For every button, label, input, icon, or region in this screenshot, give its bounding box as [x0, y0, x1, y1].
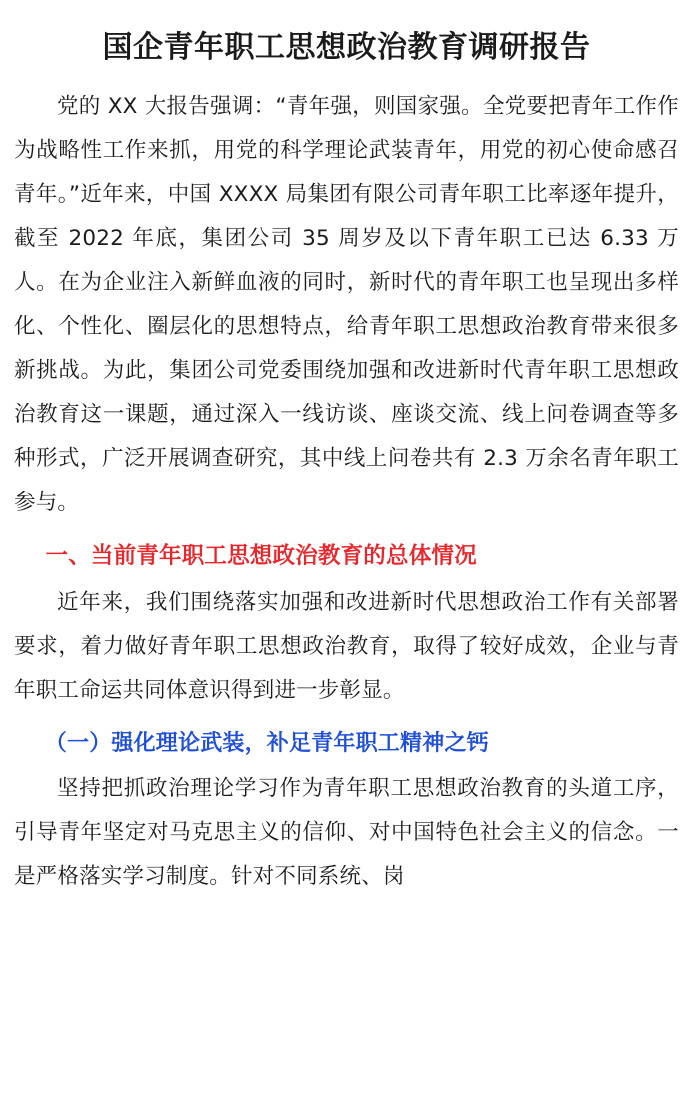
page-title: 国企青年职工思想政治教育调研报告 [102, 30, 591, 65]
subsection-one-paragraph: 坚持把抓政治理论学习作为青年职工思想政治教育的头道工序，引导青年坚定对马克思主义的信仰、对中国特色社会主义的信念。一是严格落实学习制度。针对不同系统、岗 [14, 776, 679, 889]
intro-paragraph: 党的 XX 大报告强调：“青年强，则国家强。全党要把青年工作作为战略性工作来抓，用党的科学理论武装青年，用党的初心使命感召青年。”近年来，中国 XXXX 局集团有限公司青年职工比率逐年提升，截至 2022 年底，集团公司 35 周岁及以下青年职工已达 6.33 万人。在为企业注入新鲜血液的同时，新时代的青年职工也呈现出多样化、个性化、圈层化的思想特点，给青年职工思想政治教育带来很多新挑战。为此，集团公司党委围绕加强和改进新时代青年职工思想政治教育这一课题，通过深入一线访谈、座谈交流、线上问卷调查等多种形式，广泛开展调查研究，其中线上问卷共有 2.3 万余名青年职工参与。 [14, 94, 679, 515]
section-one-paragraph: 近年来，我们围绕落实加强和改进新时代思想政治工作有关部署要求，着力做好青年职工思想政治教育，取得了较好成效，企业与青年职工命运共同体意识得到进一步彰显。 [14, 590, 679, 703]
section-heading-one: 一、当前青年职工思想政治教育的总体情况 [45, 543, 477, 569]
subsection-heading-one: （一）强化理论武装，补足青年职工精神之钙 [44, 731, 489, 756]
